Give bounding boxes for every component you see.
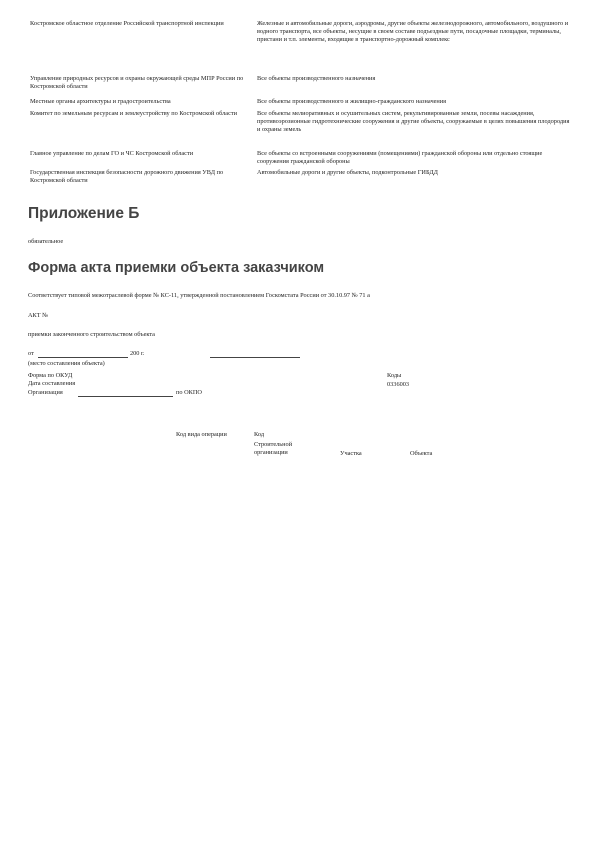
table-row (30, 169, 570, 187)
act-subject: приемки законченного строительством объекта (28, 331, 155, 338)
table-row (30, 98, 570, 110)
authority-cell: Костромское областное отделение Российской транспортной инспекции (30, 20, 224, 27)
authority-cell: Государственная инспекция безопасности дорожного движения УВД по Костромской области (30, 169, 224, 184)
construction-org-label: Строительной организации (254, 441, 293, 456)
object-label: Объекта (410, 450, 433, 457)
table-row (30, 110, 570, 150)
form-title: Форма акта приемки объекта заказчиком (28, 260, 325, 276)
objects-cell: Железные и автомобильные дороги, аэродромы, другие объекты железнодорожного, автомобильного, воздушного и водного транспорта, все объекты, несущие в своем составе подъездные пути, посадочные площадки, терминалы, пристани и т.п. элементы, входящие в транспортно-дорожный комплекс (257, 20, 569, 43)
codes-header: Коды (387, 372, 402, 379)
place-underline (210, 357, 300, 358)
table-row (30, 150, 570, 169)
authority-cell: Комитет по земельным ресурсам и землеустройству по Костромской области (30, 110, 238, 117)
from-label: от (28, 350, 34, 357)
authority-cell: Управление природных ресурсов и охраны окружающей среды МПР России по Костромской области (30, 75, 244, 90)
date-underline (38, 357, 128, 358)
act-label: АКТ № (28, 312, 49, 319)
appendix-title: Приложение Б (28, 205, 140, 222)
code-label: Код (254, 431, 265, 438)
authority-cell: Местные органы архитектуры и градостроительства (30, 98, 171, 105)
table-row (30, 20, 570, 75)
organization-underline (78, 396, 173, 397)
appendix-status: обязательное (28, 238, 64, 245)
authority-table (30, 20, 570, 187)
objects-cell: Все объекты производственного и жилищно-гражданского назначения (257, 98, 447, 105)
date-label: Дата составления (28, 380, 76, 387)
operation-code-label: Код вида операции (176, 431, 227, 438)
objects-cell: Все объекты со встроенными сооружениями (помещениями) гражданской обороны или отдельно стоящие сооружения гражданской обороны (257, 150, 543, 165)
year-label: 200 г. (130, 350, 145, 357)
okud-code: 0336003 (387, 381, 410, 388)
okud-label: Форма по ОКУД (28, 372, 73, 379)
form-reference: Соответствует типовой межотраслевой форме № КС-11, утвержденной постановлением Госкомстата России от 30.10.97 № 71 а (28, 292, 370, 299)
authority-cell: Главное управление по делам ГО и ЧС Костромской области (30, 150, 194, 157)
organization-label: Организация (28, 389, 63, 396)
objects-cell: Все объекты мелиоративных и осушительных систем, рекультивированные земли, посевы насаждения, противоэрозионные гидротехнические сооружения и другие объекты, сооружаемые в целях повышения плодородия и охраны земель (257, 110, 570, 133)
place-caption: (место составления объекта) (28, 360, 105, 367)
objects-cell: Автомобильные дороги и другие объекты, подконтрольные ГИБДД (257, 169, 438, 176)
table-row (30, 75, 570, 98)
okpo-label: по ОКПО (176, 389, 202, 396)
objects-cell: Все объекты производственного назначения (257, 75, 376, 82)
section-label: Участка (340, 450, 362, 457)
